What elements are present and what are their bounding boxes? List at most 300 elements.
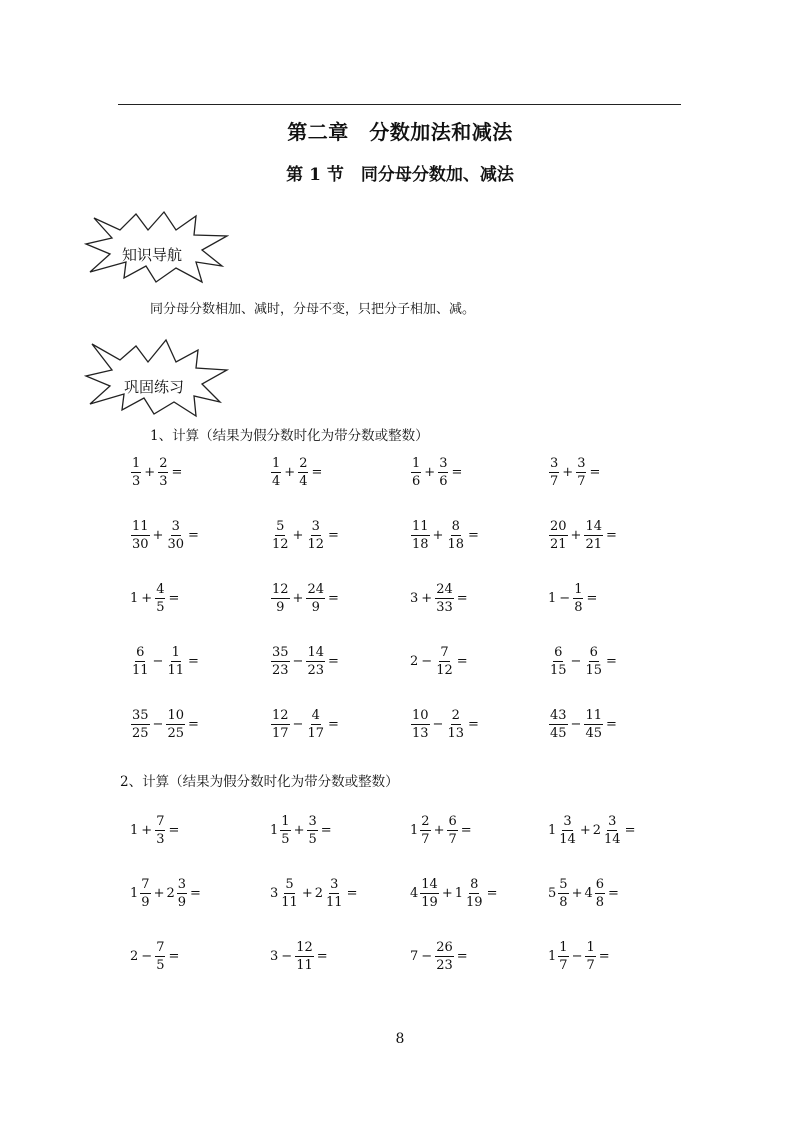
numerator: 7	[156, 939, 165, 955]
term	[305, 646, 326, 677]
problem	[410, 452, 462, 492]
equals-sign: =	[188, 716, 199, 732]
problem	[270, 704, 339, 744]
numerator: 24	[307, 581, 324, 597]
numerator: 4	[311, 707, 320, 723]
fraction	[298, 457, 308, 488]
term	[410, 654, 419, 669]
equals-sign: =	[456, 653, 468, 669]
fraction	[271, 709, 290, 740]
numerator: 6	[448, 813, 457, 829]
fraction	[166, 646, 185, 677]
whole-number: 2	[314, 885, 324, 901]
equals-sign: =	[168, 590, 180, 606]
fraction	[306, 520, 325, 551]
fraction	[584, 646, 603, 677]
whole-number: 1	[454, 885, 464, 901]
operator: +	[571, 885, 583, 901]
fraction	[155, 941, 165, 972]
denominator: 13	[412, 725, 429, 741]
problem	[270, 810, 332, 850]
term	[294, 941, 315, 972]
denominator: 9	[177, 894, 187, 910]
denominator: 4	[299, 473, 308, 489]
term	[584, 878, 606, 909]
numerator: 1	[586, 939, 595, 955]
fraction	[435, 646, 454, 677]
fraction	[307, 815, 317, 846]
equals-sign: =	[606, 653, 617, 669]
problem	[410, 873, 497, 913]
numerator: 14	[585, 518, 602, 534]
denominator: 8	[574, 599, 583, 615]
problem	[410, 641, 468, 681]
practice-badge-label: 巩固练习	[124, 378, 185, 396]
denominator: 11	[326, 894, 343, 910]
term	[445, 709, 466, 740]
whole-number: 1	[548, 590, 557, 606]
operator: −	[559, 590, 571, 606]
fraction	[131, 457, 141, 488]
term	[548, 941, 570, 972]
equals-sign: =	[624, 822, 636, 838]
fraction	[306, 709, 325, 740]
term	[130, 878, 152, 909]
fraction	[585, 941, 595, 972]
equals-sign: =	[589, 464, 601, 480]
denominator: 15	[550, 662, 567, 678]
denominator: 5	[308, 831, 317, 847]
term	[270, 815, 292, 846]
term	[410, 457, 422, 488]
fraction	[446, 520, 465, 551]
term	[583, 520, 604, 551]
numerator: 3	[577, 455, 586, 471]
numerator: 2	[421, 813, 430, 829]
problem	[410, 936, 468, 976]
denominator: 8	[595, 894, 605, 910]
knowledge-text: 同分母分数相加、减时，分母不变，只把分子相加、减。	[150, 302, 476, 317]
term	[165, 520, 186, 551]
whole-number: 2	[130, 948, 139, 964]
denominator: 7	[421, 831, 430, 847]
operator: −	[421, 653, 433, 669]
operator: −	[432, 716, 444, 732]
term	[305, 520, 326, 551]
equals-sign: =	[171, 464, 183, 480]
equals-sign: =	[468, 527, 479, 543]
denominator: 3	[132, 473, 141, 489]
operator: −	[292, 653, 304, 669]
equals-sign: =	[486, 885, 498, 901]
term	[410, 520, 431, 551]
term	[584, 941, 596, 972]
numerator: 12	[272, 581, 289, 597]
numerator: 10	[167, 707, 184, 723]
denominator: 5	[156, 957, 165, 973]
problem	[130, 936, 179, 976]
operator: +	[421, 590, 433, 606]
fraction	[131, 520, 150, 551]
equals-sign: =	[190, 885, 201, 901]
problem	[270, 873, 357, 913]
fraction	[435, 941, 454, 972]
term	[437, 457, 449, 488]
problem	[130, 515, 199, 555]
numerator: 1	[132, 455, 141, 471]
chapter-title: 第二章 分数加法和减法	[287, 120, 513, 144]
whole-number: 4	[410, 885, 419, 901]
term	[572, 583, 584, 614]
denominator: 8	[559, 894, 568, 910]
fraction	[325, 878, 344, 909]
term	[130, 646, 151, 677]
numerator: 7	[156, 813, 165, 829]
operator: −	[421, 948, 433, 964]
term	[157, 457, 169, 488]
exercise1-instruction: 1、计算（结果为假分数时化为带分数或整数）	[150, 428, 429, 444]
fraction	[280, 815, 290, 846]
problem	[548, 704, 617, 744]
fraction	[549, 520, 568, 551]
equals-sign: =	[451, 464, 463, 480]
denominator: 14	[559, 831, 576, 847]
term	[434, 646, 455, 677]
fraction	[558, 941, 568, 972]
numerator: 26	[436, 939, 453, 955]
operator: +	[424, 464, 436, 480]
fraction	[411, 709, 430, 740]
term	[593, 815, 623, 846]
whole-number: 1	[130, 822, 139, 838]
numerator: 3	[177, 876, 187, 892]
operator: +	[301, 885, 313, 901]
numerator: 4	[156, 581, 165, 597]
operator: +	[433, 822, 445, 838]
problem	[270, 452, 322, 492]
fraction	[155, 583, 165, 614]
term	[154, 815, 166, 846]
denominator: 9	[311, 599, 320, 615]
operator: +	[153, 885, 165, 901]
fraction	[595, 878, 605, 909]
equals-sign: =	[188, 527, 199, 543]
fraction	[271, 520, 290, 551]
numerator: 1	[281, 813, 290, 829]
numerator: 1	[171, 644, 180, 660]
problem	[548, 641, 617, 681]
fraction	[306, 583, 325, 614]
term	[130, 520, 151, 551]
equals-sign: =	[606, 527, 617, 543]
knowledge-badge	[84, 210, 229, 285]
equals-sign: =	[586, 590, 598, 606]
equals-sign: =	[460, 822, 472, 838]
numerator: 7	[141, 876, 150, 892]
page-number: 8	[395, 1031, 405, 1047]
term	[166, 878, 188, 909]
term	[434, 583, 455, 614]
numerator: 14	[421, 876, 438, 892]
denominator: 5	[156, 599, 165, 615]
denominator: 9	[276, 599, 285, 615]
denominator: 9	[141, 894, 150, 910]
numerator: 3	[311, 518, 320, 534]
denominator: 19	[466, 894, 483, 910]
problem	[548, 873, 619, 913]
fraction	[131, 646, 150, 677]
fraction	[295, 941, 314, 972]
whole-number: 4	[584, 885, 593, 901]
equals-sign: =	[168, 948, 180, 964]
operator: +	[293, 822, 305, 838]
fraction	[280, 878, 299, 909]
fraction	[420, 878, 439, 909]
fraction	[558, 815, 577, 846]
numerator: 5	[285, 876, 294, 892]
equals-sign: =	[328, 716, 339, 732]
denominator: 7	[448, 831, 457, 847]
fraction	[558, 878, 568, 909]
term	[154, 583, 166, 614]
knowledge-badge-label: 知识导航	[122, 246, 183, 264]
numerator: 3	[550, 455, 559, 471]
whole-number: 1	[130, 590, 139, 606]
numerator: 3	[308, 813, 317, 829]
fraction	[584, 520, 603, 551]
denominator: 21	[550, 536, 567, 552]
numerator: 7	[440, 644, 449, 660]
equals-sign: =	[168, 822, 180, 838]
term	[306, 815, 318, 846]
term	[270, 709, 291, 740]
numerator: 1	[574, 581, 583, 597]
term	[130, 823, 139, 838]
equals-sign: =	[328, 653, 339, 669]
operator: +	[562, 464, 574, 480]
whole-number: 3	[270, 948, 279, 964]
fraction	[140, 878, 150, 909]
numerator: 43	[550, 707, 567, 723]
problem	[130, 810, 179, 850]
operator: −	[152, 716, 164, 732]
term	[548, 878, 570, 909]
term	[410, 815, 432, 846]
problem	[270, 936, 328, 976]
operator: +	[292, 590, 304, 606]
numerator: 14	[307, 644, 324, 660]
denominator: 11	[281, 894, 298, 910]
term	[270, 878, 300, 909]
problem	[130, 873, 201, 913]
fraction	[158, 457, 168, 488]
equals-sign: =	[608, 885, 619, 901]
operator: −	[281, 948, 293, 964]
whole-number: 2	[410, 653, 419, 669]
numerator: 5	[276, 518, 285, 534]
denominator: 4	[272, 473, 281, 489]
denominator: 6	[412, 473, 421, 489]
problem	[548, 578, 597, 618]
denominator: 7	[586, 957, 595, 973]
term	[410, 591, 419, 606]
problem	[270, 641, 339, 681]
term	[305, 583, 326, 614]
fraction	[131, 709, 150, 740]
numerator: 3	[439, 455, 448, 471]
term	[445, 520, 466, 551]
denominator: 11	[296, 957, 313, 973]
term	[583, 709, 604, 740]
denominator: 45	[585, 725, 602, 741]
fraction	[155, 815, 165, 846]
equals-sign: =	[320, 822, 332, 838]
denominator: 30	[167, 536, 184, 552]
denominator: 17	[307, 725, 324, 741]
denominator: 45	[550, 725, 567, 741]
fraction	[573, 583, 583, 614]
denominator: 23	[436, 957, 453, 973]
problem	[270, 578, 339, 618]
denominator: 7	[559, 957, 568, 973]
equals-sign: =	[468, 716, 479, 732]
denominator: 14	[604, 831, 621, 847]
fraction	[549, 646, 568, 677]
numerator: 3	[171, 518, 180, 534]
operator: +	[579, 822, 591, 838]
fraction	[549, 457, 559, 488]
denominator: 30	[132, 536, 149, 552]
operator: −	[570, 653, 582, 669]
fraction	[166, 520, 185, 551]
fraction	[438, 457, 448, 488]
denominator: 17	[272, 725, 289, 741]
fraction	[411, 457, 421, 488]
whole-number: 1	[270, 822, 279, 838]
denominator: 7	[550, 473, 559, 489]
denominator: 18	[447, 536, 464, 552]
numerator: 2	[299, 455, 308, 471]
fraction	[603, 815, 622, 846]
numerator: 12	[272, 707, 289, 723]
denominator: 12	[307, 536, 324, 552]
whole-number: 1	[130, 885, 139, 901]
whole-number: 5	[548, 885, 557, 901]
whole-number: 3	[270, 885, 279, 901]
fraction	[435, 583, 454, 614]
denominator: 12	[436, 662, 453, 678]
exercise2-instruction: 2、计算（结果为假分数时化为带分数或整数）	[120, 774, 399, 790]
denominator: 23	[272, 662, 289, 678]
fraction	[420, 815, 430, 846]
term	[270, 520, 291, 551]
term	[548, 591, 557, 606]
denominator: 11	[167, 662, 184, 678]
denominator: 21	[585, 536, 602, 552]
denominator: 15	[585, 662, 602, 678]
equals-sign: =	[456, 948, 468, 964]
term	[446, 815, 458, 846]
operator: −	[292, 716, 304, 732]
equals-sign: =	[328, 590, 339, 606]
numerator: 11	[132, 518, 149, 534]
problem	[410, 810, 472, 850]
denominator: 5	[281, 831, 290, 847]
denominator: 19	[421, 894, 438, 910]
term	[165, 646, 186, 677]
problem	[130, 578, 179, 618]
equals-sign: =	[328, 527, 339, 543]
problem	[548, 936, 610, 976]
term	[583, 646, 604, 677]
problem	[270, 515, 339, 555]
numerator: 3	[608, 813, 617, 829]
numerator: 11	[412, 518, 429, 534]
problem	[548, 452, 600, 492]
term	[548, 457, 560, 488]
numerator: 6	[136, 644, 145, 660]
numerator: 1	[559, 939, 568, 955]
operator: +	[152, 527, 164, 543]
equals-sign: =	[606, 716, 617, 732]
term	[548, 815, 578, 846]
numerator: 1	[272, 455, 281, 471]
section-title: 第 1 节 同分母分数加、减法	[286, 165, 514, 185]
operator: −	[141, 948, 153, 964]
whole-number: 2	[166, 885, 175, 901]
term	[270, 457, 282, 488]
equals-sign: =	[188, 653, 199, 669]
denominator: 33	[436, 599, 453, 615]
fraction	[465, 878, 484, 909]
header-rule	[118, 104, 681, 105]
denominator: 12	[272, 536, 289, 552]
term	[410, 709, 431, 740]
equals-sign: =	[316, 948, 328, 964]
denominator: 3	[156, 831, 165, 847]
numerator: 8	[470, 876, 479, 892]
term	[270, 583, 291, 614]
operator: +	[144, 464, 156, 480]
term	[548, 709, 569, 740]
denominator: 3	[159, 473, 168, 489]
term	[297, 457, 309, 488]
fraction	[271, 646, 290, 677]
denominator: 18	[412, 536, 429, 552]
term	[305, 709, 326, 740]
problem	[130, 452, 182, 492]
term	[434, 941, 455, 972]
numerator: 6	[589, 644, 598, 660]
problem	[548, 810, 635, 850]
fraction	[447, 815, 457, 846]
problem	[548, 515, 617, 555]
numerator: 35	[272, 644, 289, 660]
denominator: 6	[439, 473, 448, 489]
term	[575, 457, 587, 488]
numerator: 3	[330, 876, 339, 892]
whole-number: 1	[548, 822, 557, 838]
problem	[130, 641, 199, 681]
problem	[410, 515, 479, 555]
term	[154, 941, 166, 972]
term	[455, 878, 485, 909]
numerator: 8	[451, 518, 460, 534]
whole-number: 3	[410, 590, 419, 606]
problem	[130, 704, 199, 744]
equals-sign: =	[456, 590, 468, 606]
term	[130, 591, 139, 606]
